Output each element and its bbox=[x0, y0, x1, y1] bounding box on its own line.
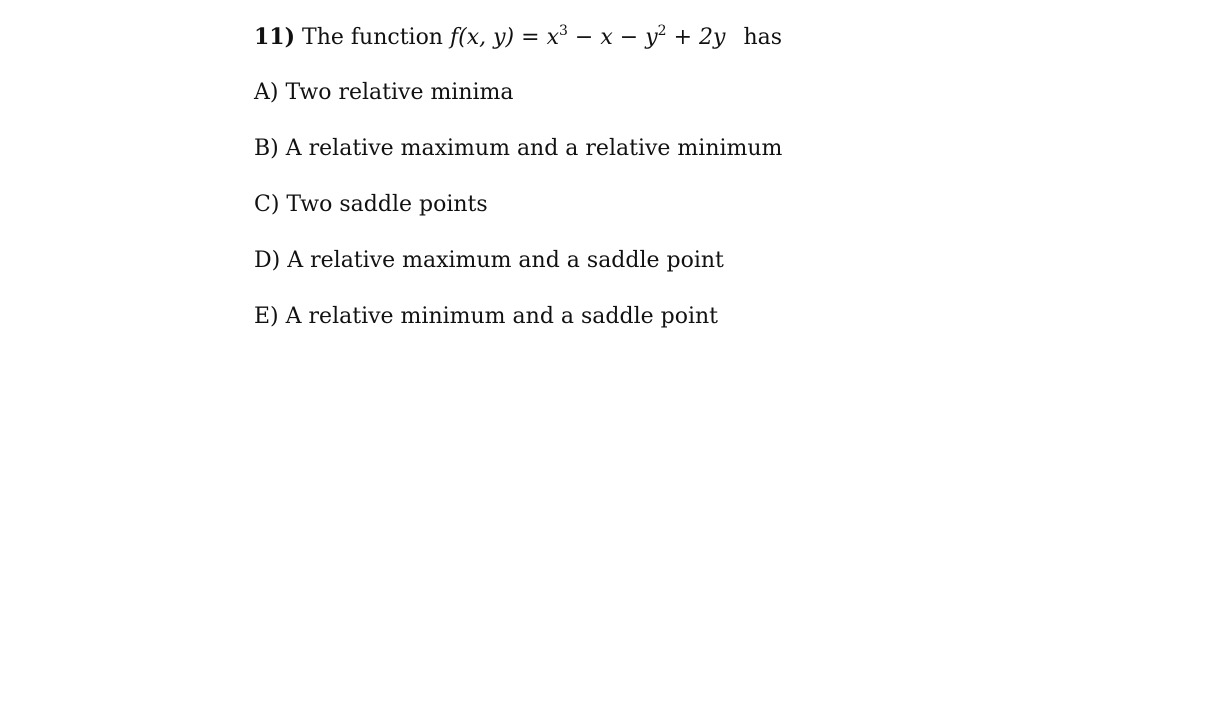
formula-operator-2: − bbox=[619, 25, 639, 50]
formula-lhs: f(x, y) bbox=[449, 25, 515, 50]
choice-label: C) bbox=[254, 192, 280, 217]
choice-c bbox=[254, 190, 1154, 220]
choice-d bbox=[254, 246, 1154, 276]
choice-a bbox=[254, 78, 1154, 108]
formula-term-3: y bbox=[645, 25, 658, 50]
choice-label: B) bbox=[254, 136, 279, 161]
question-intro: The function bbox=[302, 25, 443, 50]
question-trail: has bbox=[743, 25, 783, 50]
choice-text: A relative maximum and a relative minimum bbox=[285, 136, 783, 161]
formula-term-2: x bbox=[600, 25, 613, 50]
choice-label: A) bbox=[254, 80, 279, 105]
choice-e bbox=[254, 302, 1154, 332]
choice-label: E) bbox=[254, 304, 279, 329]
choice-text: A relative maximum and a saddle point bbox=[287, 248, 724, 273]
formula-operator-3: + bbox=[673, 25, 692, 50]
formula-term-1: x bbox=[546, 25, 559, 50]
formula-operator-1: − bbox=[574, 25, 594, 50]
question-number: 11) bbox=[254, 24, 296, 50]
choice-text: Two relative minima bbox=[285, 80, 514, 105]
formula-term-1-exponent: 3 bbox=[558, 23, 568, 39]
choice-b bbox=[254, 134, 1154, 164]
problem-block bbox=[254, 22, 1154, 358]
question-line bbox=[254, 22, 1154, 52]
formula-equals: = bbox=[521, 25, 540, 50]
choice-text: Two saddle points bbox=[286, 192, 488, 217]
formula-term-4: 2y bbox=[699, 25, 726, 50]
function-formula bbox=[450, 25, 725, 50]
choice-text: A relative minimum and a saddle point bbox=[285, 304, 718, 329]
choice-label: D) bbox=[254, 248, 281, 273]
formula-term-3-exponent: 2 bbox=[657, 23, 667, 39]
